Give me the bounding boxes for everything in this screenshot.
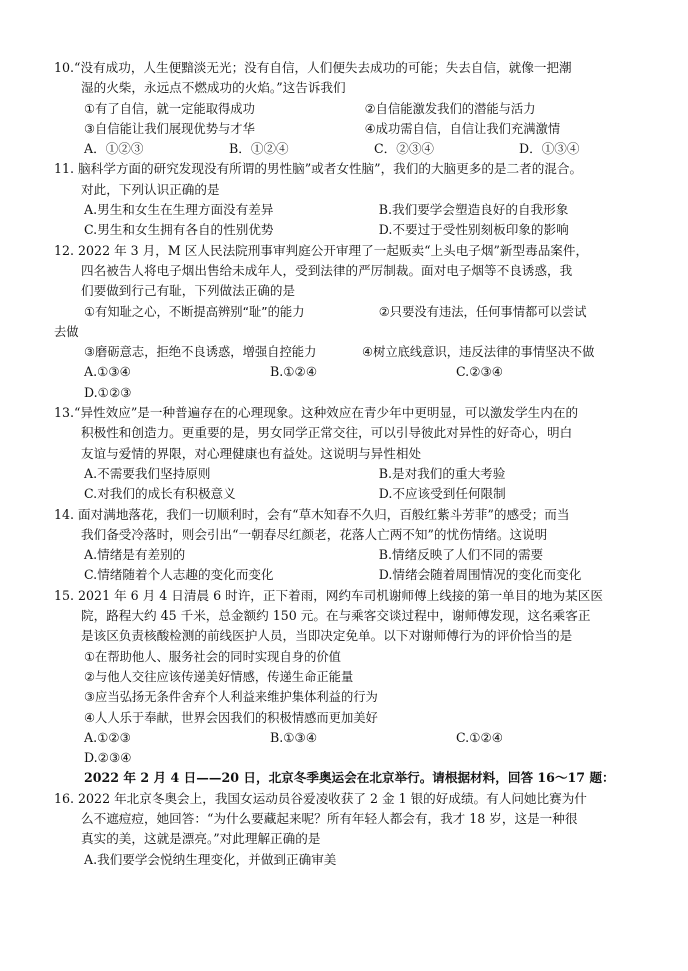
q15-statement-3: ③应当弘扬无条件舍弃个人利益来维护集体利益的行为: [84, 690, 378, 705]
q11-option-d: D.不要过于受性别刻板印象的影响: [378, 222, 569, 238]
q13-option-d: D.不应该受到任何限制: [378, 486, 506, 502]
q12-stem-line-1: 12. 2022 年 3 月，M 区人民法院刑事审判庭公开审理了一起贩卖“上头电子烟”新型毒品案件，: [54, 242, 589, 258]
material-intro: 2022 年 2 月 4 日——20 日，北京冬季奥运会在北京举行。请根据材料，回答 16～17 题：: [84, 770, 615, 786]
q14-option-a: A.情绪是有差别的: [84, 547, 186, 563]
q11-option-c: C.男生和女生拥有各自的性别优势: [84, 222, 274, 238]
q15-stem-line-1: 15. 2021 年 6 月 4 日清晨 6 时许，正下着雨，网约车司机谢师傅上线接的第一单目的地为某区医: [54, 587, 603, 603]
q15-statement-4: ④人人乐于奉献，世界会因我们的积极情感而更加美好: [84, 710, 378, 725]
q15-stem-line-3: 是该区负责核酸检测的前线医护人员，当即决定免单。以下对谢师傅行为的评价恰当的是: [81, 628, 573, 644]
question-13: [54, 403, 664, 504]
q12-statement-2-cont: 去做: [54, 324, 79, 339]
q13-option-b: B.是对我们的重大考验: [378, 465, 506, 481]
q12-option-c: C.②③④: [456, 364, 504, 380]
q15-stem-line-2: 院，路程大约 45 千米，总金额约 150 元。在与乘客交谈过程中，谢师傅发现，这名乘客正: [81, 608, 591, 624]
q12-stem-line-2: 四名被告人将电子烟出售给未成年人，受到法律的严厉制裁。面对电子烟等不良诱惑，我: [81, 262, 573, 278]
question-15: [54, 586, 664, 769]
q13-stem-line-3: 友谊与爱情的界限，对心理健康也有益处。这说明与异性相处: [81, 445, 422, 461]
q15-option-d: D.②③④: [84, 750, 132, 766]
q15-statement-2: ②与他人交往应该传递美好情感，传递生命正能量: [84, 669, 354, 684]
q12-statement-1: ①有知耻之心，不断提高辨别“耻”的能力: [84, 304, 305, 319]
q13-option-c: C.对我们的成长有积极意义: [84, 486, 236, 502]
q10-statement-1: ①有了自信，就一定能取得成功: [84, 101, 255, 116]
q10-statement-2: ②自信能激发我们的潜能与活力: [364, 101, 536, 116]
q15-option-c: C.①②④: [456, 729, 504, 745]
q14-stem-line-1: 14. 面对满地落花，我们一切顺利时，会有“草木知春不久归，百般红紫斗芳菲”的感受；而当: [54, 506, 570, 522]
q12-stem-line-3: 们要做到行己有耻，下列做法正确的是: [81, 283, 296, 299]
q12-statement-4: ④树立底线意识，违反法律的事情坚决不做: [362, 345, 595, 360]
q10-statement-4: ④成功需自信，自信让我们充满激情: [364, 121, 561, 136]
q11-option-b: B.我们要学会塑造良好的自我形象: [378, 202, 569, 218]
q12-option-a: A.①③④: [84, 364, 131, 380]
q14-option-d: D.情绪会随着周围情况的变化而变化: [378, 567, 582, 583]
q11-option-a: A.男生和女生在生理方面没有差异: [84, 202, 274, 218]
q16-stem-line-2: 么不遮痘痘，她回答：“为什么要藏起来呢？所有年轻人都会有，我才 18 岁，这是一种很: [81, 810, 578, 826]
question-12: [54, 241, 664, 403]
question-11: [54, 159, 664, 240]
q10-option-b: B．①②④: [229, 141, 289, 157]
q16-stem-line-3: 真实的美，这就是漂亮。”对此理解正确的是: [81, 831, 321, 847]
q15-option-a: A.①②③: [84, 729, 131, 745]
q10-stem-line-1: 10.“没有成功，人生便黯淡无光；没有自信，人们便失去成功的可能；失去自信，就像一把潮: [54, 60, 572, 75]
q13-stem-line-1: 13.“异性效应”是一种普遍存在的心理现象。这种效应在青少年中更明显，可以激发学生内在的: [54, 405, 579, 421]
q12-option-b: B.①②④: [270, 364, 318, 380]
q15-statement-1: ①在帮助他人、服务社会的同时实现自身的价值: [84, 649, 341, 664]
q11-stem-line-1: 11. 脑科学方面的研究发现没有所谓的男性脑”或者女性脑”，我们的大脑更多的是二者的混合。: [54, 161, 583, 177]
question-14: [54, 505, 664, 586]
q10-option-a: A．①②③: [84, 141, 144, 157]
q11-stem-line-2: 对此，下列认识正确的是: [81, 181, 220, 197]
q15-option-b: B.①③④: [270, 729, 318, 745]
q13-option-a: A.不需要我们坚持原则: [84, 465, 211, 481]
q10-option-d: D．①③④: [519, 141, 580, 157]
q14-stem-line-2: 我们备受冷落时，则会引出“一朝春尽红颜老，花落人亡两不知”的忧伤情绪。这说明: [81, 526, 548, 542]
q16-option-a: A.我们要学会悦纳生理变化，并做到正确审美: [84, 851, 337, 867]
q12-statement-3: ③磨砺意志，拒绝不良诱惑，增强自控能力: [84, 345, 317, 360]
q10-statement-3: ③自信能让我们展现优势与才华: [84, 121, 255, 136]
q10-stem-line-2: 湿的火柴，永远点不燃成功的火焰。”这告诉我们: [81, 80, 346, 96]
question-10: [54, 58, 664, 159]
q12-option-d: D.①②③: [84, 384, 132, 400]
q13-stem-line-2: 积极性和创造力。更重要的是，男女同学正常交往，可以引导彼此对异性的好奇心，明白: [81, 425, 573, 441]
q10-option-c: C．②③④: [374, 141, 435, 157]
q16-stem-line-1: 16. 2022 年北京冬奥会上，我国女运动员谷爱凌收获了 2 金 1 银的好成绩。有人问她比赛为什: [54, 790, 587, 806]
q14-option-b: B.情绪反映了人们不同的需要: [378, 547, 544, 563]
question-16: [54, 789, 664, 870]
q14-option-c: C.情绪随着个人志趣的变化而变化: [84, 567, 274, 583]
q12-statement-2: ②只要没有违法，任何事情都可以尝试: [378, 304, 587, 319]
